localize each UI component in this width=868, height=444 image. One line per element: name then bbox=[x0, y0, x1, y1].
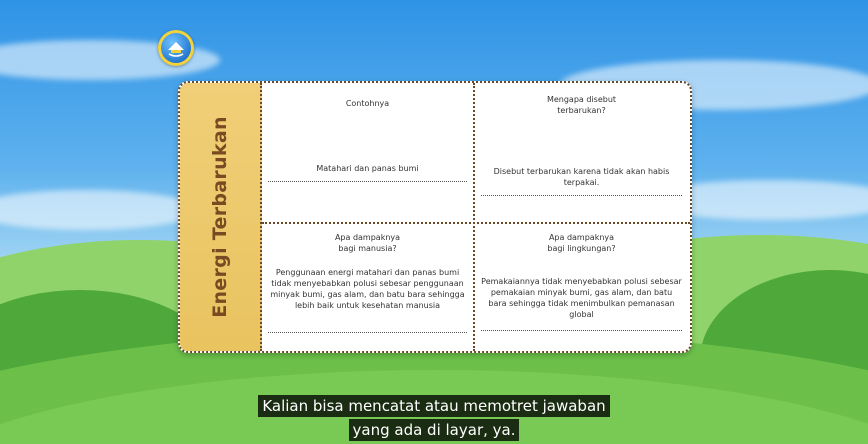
card-side-title: Energi Terbarukan bbox=[209, 116, 231, 318]
cell-question: Contohnya bbox=[345, 99, 390, 108]
subtitle-text: yang ada di layar, ya. bbox=[349, 419, 520, 441]
cell-question: Apa dampaknya bagi manusia? bbox=[334, 233, 401, 253]
cell-answer: Pemakaiannya tidak menyebabkan polusi sebesar pemakaian minyak bumi, gas alam, dan batu bara sehingga tidak menimbulkan pemanasan global bbox=[481, 277, 682, 319]
cell-answer: Penggunaan energi matahari dan panas bumi tidak menyebabkan polusi sebesar penggunaan minyak bumi, gas alam, dan batu bara sehingga lebih baik untuk kesehatan manusia bbox=[270, 268, 465, 310]
cell-answer: Disebut terbarukan karena tidak akan habis terpakai. bbox=[493, 167, 670, 187]
cell-impact-humans bbox=[262, 224, 473, 349]
card-grid bbox=[262, 83, 690, 351]
card-side-panel bbox=[180, 83, 262, 351]
cell-question: Mengapa disebut terbarukan? bbox=[546, 95, 617, 115]
answer-rule bbox=[481, 195, 682, 196]
cell-impact-environment bbox=[475, 224, 688, 349]
cell-answer: Matahari dan panas bumi bbox=[316, 164, 419, 173]
answer-rule bbox=[268, 181, 467, 182]
cell-question: Apa dampaknya bagi lingkungan? bbox=[547, 233, 616, 253]
cell-why-renewable bbox=[475, 83, 688, 222]
subtitle-text: Kalian bisa mencatat atau memotret jawaban bbox=[258, 395, 609, 417]
subtitle-line-2 bbox=[0, 421, 868, 439]
cloud bbox=[0, 190, 200, 230]
logo-emblem-icon bbox=[165, 37, 187, 59]
answer-rule bbox=[268, 332, 467, 333]
ministry-logo bbox=[158, 30, 194, 66]
answer-rule bbox=[481, 330, 682, 331]
info-card bbox=[178, 81, 692, 353]
cell-examples bbox=[262, 83, 473, 222]
subtitle-line-1 bbox=[0, 397, 868, 415]
